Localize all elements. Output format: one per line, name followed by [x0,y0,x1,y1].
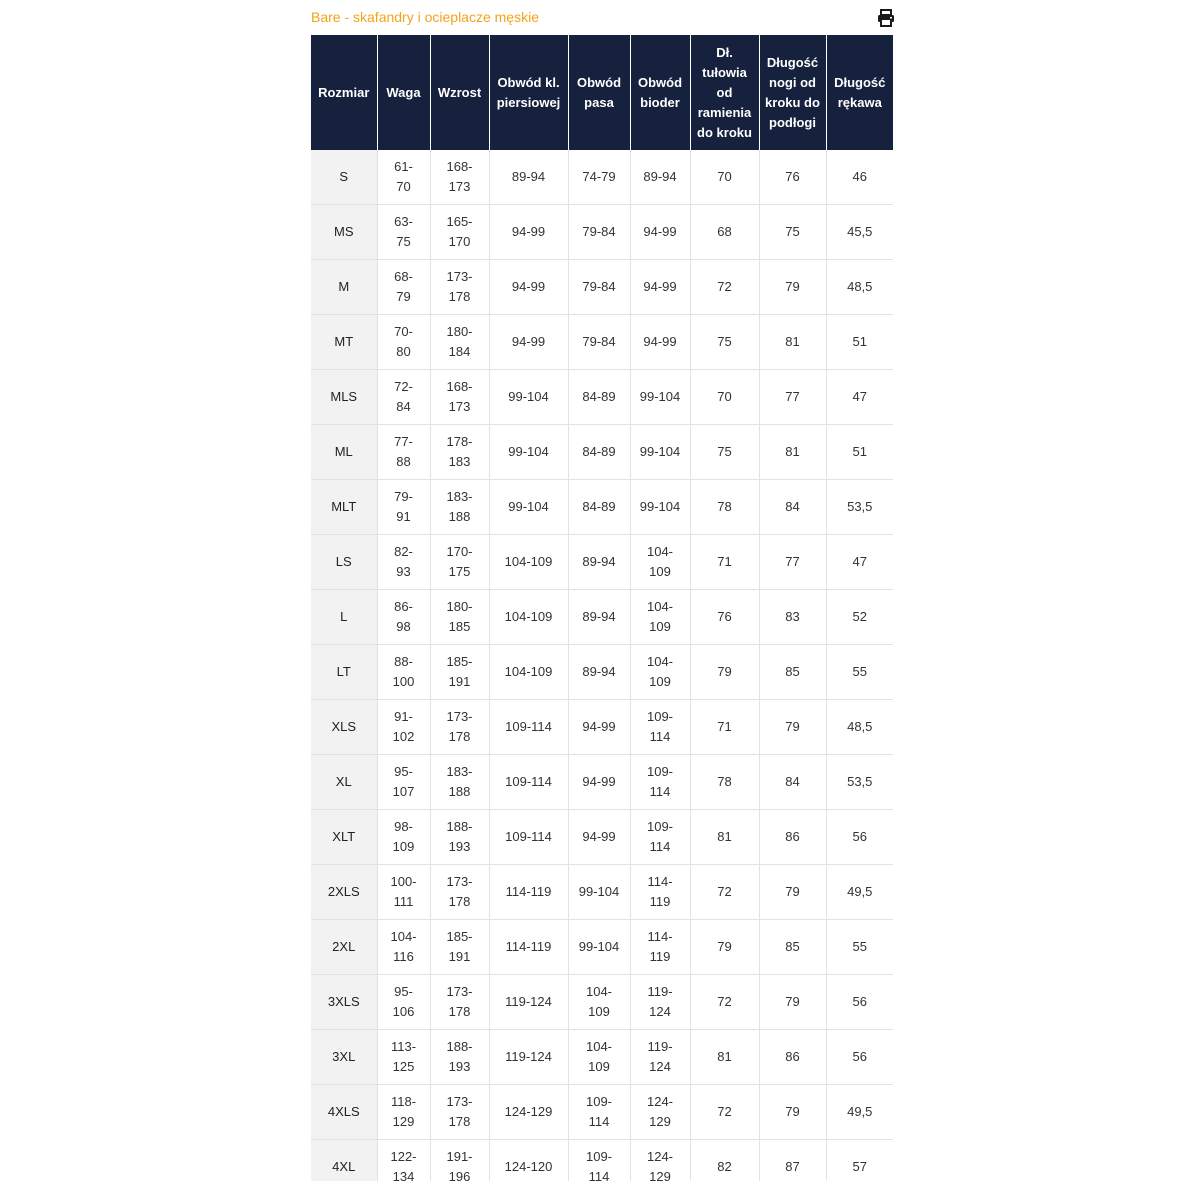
cell-chest: 94-99 [489,260,568,315]
cell-size: XLT [311,810,377,865]
cell-waist: 79-84 [568,260,630,315]
cell-waist: 79-84 [568,205,630,260]
cell-torso-length: 78 [690,755,759,810]
cell-inseam: 76 [759,150,826,205]
table-row [311,260,893,315]
cell-waist: 104- 109 [568,1030,630,1085]
cell-size: 2XL [311,920,377,975]
cell-inseam: 83 [759,590,826,645]
cell-sleeve: 55 [826,645,893,700]
cell-size: L [311,590,377,645]
cell-weight: 113- 125 [377,1030,430,1085]
table-row [311,645,893,700]
header-inseam: Długość nogi od kroku do podłogi [759,35,826,150]
cell-hips: 104- 109 [630,590,690,645]
cell-inseam: 87 [759,1140,826,1181]
cell-waist: 89-94 [568,590,630,645]
cell-torso-length: 72 [690,865,759,920]
cell-torso-length: 82 [690,1140,759,1181]
cell-size: MT [311,315,377,370]
table-row [311,1030,893,1085]
cell-chest: 94-99 [489,205,568,260]
table-row [311,1140,893,1181]
cell-waist: 94-99 [568,755,630,810]
table-row [311,700,893,755]
cell-chest: 94-99 [489,315,568,370]
cell-chest: 104-109 [489,645,568,700]
cell-weight: 122- 134 [377,1140,430,1181]
cell-hips: 94-99 [630,260,690,315]
cell-height: 180- 184 [430,315,489,370]
cell-waist: 104- 109 [568,975,630,1030]
cell-weight: 91- 102 [377,700,430,755]
table-row [311,425,893,480]
cell-inseam: 79 [759,865,826,920]
cell-torso-length: 79 [690,920,759,975]
cell-weight: 77- 88 [377,425,430,480]
cell-inseam: 75 [759,205,826,260]
cell-waist: 99-104 [568,865,630,920]
table-row [311,975,893,1030]
cell-size: LS [311,535,377,590]
cell-chest: 119-124 [489,1030,568,1085]
cell-weight: 86- 98 [377,590,430,645]
cell-sleeve: 45,5 [826,205,893,260]
table-row [311,920,893,975]
cell-waist: 79-84 [568,315,630,370]
cell-sleeve: 56 [826,975,893,1030]
cell-weight: 61- 70 [377,150,430,205]
cell-height: 173- 178 [430,700,489,755]
header-size: Rozmiar [311,35,377,150]
cell-torso-length: 81 [690,1030,759,1085]
cell-inseam: 86 [759,810,826,865]
table-row [311,370,893,425]
cell-size: LT [311,645,377,700]
cell-hips: 99-104 [630,480,690,535]
cell-waist: 74-79 [568,150,630,205]
cell-sleeve: 48,5 [826,700,893,755]
cell-hips: 94-99 [630,315,690,370]
header-weight: Waga [377,35,430,150]
cell-torso-length: 81 [690,810,759,865]
cell-hips: 119- 124 [630,1030,690,1085]
cell-size: XL [311,755,377,810]
cell-waist: 84-89 [568,480,630,535]
print-button[interactable] [876,8,896,28]
cell-waist: 84-89 [568,425,630,480]
header-waist: Obwód pasa [568,35,630,150]
cell-chest: 114-119 [489,865,568,920]
cell-torso-length: 71 [690,700,759,755]
cell-torso-length: 70 [690,150,759,205]
page-title: Bare - skafandry i ocieplacze męskie [311,9,539,25]
cell-sleeve: 47 [826,535,893,590]
cell-torso-length: 72 [690,975,759,1030]
header-hips: Obwód bioder [630,35,690,150]
header-height: Wzrost [430,35,489,150]
cell-size: XLS [311,700,377,755]
cell-torso-length: 79 [690,645,759,700]
cell-inseam: 77 [759,535,826,590]
cell-chest: 119-124 [489,975,568,1030]
cell-inseam: 77 [759,370,826,425]
cell-height: 183- 188 [430,480,489,535]
cell-waist: 99-104 [568,920,630,975]
table-row [311,315,893,370]
cell-chest: 109-114 [489,810,568,865]
cell-hips: 124- 129 [630,1085,690,1140]
cell-sleeve: 53,5 [826,755,893,810]
table-row [311,590,893,645]
cell-weight: 104- 116 [377,920,430,975]
cell-waist: 94-99 [568,810,630,865]
cell-size: S [311,150,377,205]
cell-height: 173- 178 [430,865,489,920]
cell-torso-length: 72 [690,260,759,315]
cell-height: 183- 188 [430,755,489,810]
cell-sleeve: 48,5 [826,260,893,315]
cell-height: 170- 175 [430,535,489,590]
cell-height: 185- 191 [430,920,489,975]
cell-torso-length: 72 [690,1085,759,1140]
cell-size: 3XLS [311,975,377,1030]
cell-weight: 82- 93 [377,535,430,590]
header-chest: Obwód kl. piersiowej [489,35,568,150]
cell-height: 168- 173 [430,370,489,425]
cell-size: MS [311,205,377,260]
cell-hips: 104- 109 [630,645,690,700]
cell-hips: 114- 119 [630,865,690,920]
cell-torso-length: 76 [690,590,759,645]
cell-chest: 109-114 [489,755,568,810]
printer-icon [876,8,896,28]
size-table [311,35,893,1181]
cell-torso-length: 78 [690,480,759,535]
cell-sleeve: 51 [826,315,893,370]
cell-sleeve: 49,5 [826,1085,893,1140]
cell-torso-length: 75 [690,315,759,370]
cell-sleeve: 51 [826,425,893,480]
cell-inseam: 85 [759,920,826,975]
cell-hips: 94-99 [630,205,690,260]
cell-height: 173- 178 [430,1085,489,1140]
cell-hips: 104- 109 [630,535,690,590]
table-row [311,150,893,205]
table-row [311,480,893,535]
cell-weight: 95- 107 [377,755,430,810]
cell-hips: 89-94 [630,150,690,205]
table-header [311,35,893,150]
cell-sleeve: 52 [826,590,893,645]
cell-chest: 124-129 [489,1085,568,1140]
cell-height: 173- 178 [430,260,489,315]
cell-inseam: 86 [759,1030,826,1085]
cell-sleeve: 47 [826,370,893,425]
cell-chest: 99-104 [489,425,568,480]
cell-chest: 104-109 [489,590,568,645]
cell-size: 4XLS [311,1085,377,1140]
cell-inseam: 85 [759,645,826,700]
cell-weight: 63- 75 [377,205,430,260]
cell-weight: 79- 91 [377,480,430,535]
cell-waist: 89-94 [568,645,630,700]
cell-inseam: 81 [759,315,826,370]
cell-weight: 72- 84 [377,370,430,425]
cell-inseam: 79 [759,260,826,315]
cell-hips: 99-104 [630,425,690,480]
table-row [311,1085,893,1140]
table-row [311,205,893,260]
cell-hips: 109- 114 [630,755,690,810]
cell-size: MLT [311,480,377,535]
cell-waist: 109- 114 [568,1140,630,1181]
cell-waist: 109- 114 [568,1085,630,1140]
cell-chest: 99-104 [489,370,568,425]
cell-inseam: 79 [759,975,826,1030]
cell-size: 2XLS [311,865,377,920]
cell-weight: 118- 129 [377,1085,430,1140]
cell-torso-length: 71 [690,535,759,590]
cell-waist: 94-99 [568,700,630,755]
cell-hips: 109- 114 [630,810,690,865]
cell-weight: 98- 109 [377,810,430,865]
cell-torso-length: 68 [690,205,759,260]
cell-weight: 88- 100 [377,645,430,700]
cell-hips: 109- 114 [630,700,690,755]
cell-chest: 114-119 [489,920,568,975]
cell-chest: 124-120 [489,1140,568,1181]
cell-hips: 124- 129 [630,1140,690,1181]
cell-inseam: 79 [759,1085,826,1140]
cell-sleeve: 53,5 [826,480,893,535]
cell-chest: 89-94 [489,150,568,205]
cell-weight: 100- 111 [377,865,430,920]
cell-size: ML [311,425,377,480]
cell-size: MLS [311,370,377,425]
cell-sleeve: 56 [826,810,893,865]
header-torso-length: Dł. tułowia od ramienia do kroku [690,35,759,150]
cell-sleeve: 57 [826,1140,893,1181]
cell-inseam: 84 [759,480,826,535]
cell-height: 185- 191 [430,645,489,700]
cell-height: 191- 196 [430,1140,489,1181]
cell-inseam: 79 [759,700,826,755]
cell-hips: 114- 119 [630,920,690,975]
cell-height: 180- 185 [430,590,489,645]
cell-sleeve: 49,5 [826,865,893,920]
cell-waist: 84-89 [568,370,630,425]
cell-inseam: 81 [759,425,826,480]
cell-torso-length: 75 [690,425,759,480]
cell-sleeve: 46 [826,150,893,205]
cell-weight: 70- 80 [377,315,430,370]
cell-sleeve: 56 [826,1030,893,1085]
cell-weight: 95- 106 [377,975,430,1030]
cell-height: 173- 178 [430,975,489,1030]
cell-chest: 109-114 [489,700,568,755]
table-row [311,865,893,920]
cell-waist: 89-94 [568,535,630,590]
cell-height: 165- 170 [430,205,489,260]
table-row [311,535,893,590]
cell-size: 3XL [311,1030,377,1085]
table-body [311,150,893,1181]
cell-height: 188- 193 [430,1030,489,1085]
cell-weight: 68- 79 [377,260,430,315]
cell-sleeve: 55 [826,920,893,975]
cell-chest: 104-109 [489,535,568,590]
cell-hips: 99-104 [630,370,690,425]
cell-torso-length: 70 [690,370,759,425]
table-row [311,810,893,865]
cell-hips: 119- 124 [630,975,690,1030]
cell-chest: 99-104 [489,480,568,535]
header-sleeve: Długość rękawa [826,35,893,150]
cell-size: 4XL [311,1140,377,1181]
cell-height: 168- 173 [430,150,489,205]
cell-height: 188- 193 [430,810,489,865]
cell-height: 178- 183 [430,425,489,480]
cell-size: M [311,260,377,315]
table-row [311,755,893,810]
header-row [311,35,893,150]
cell-inseam: 84 [759,755,826,810]
